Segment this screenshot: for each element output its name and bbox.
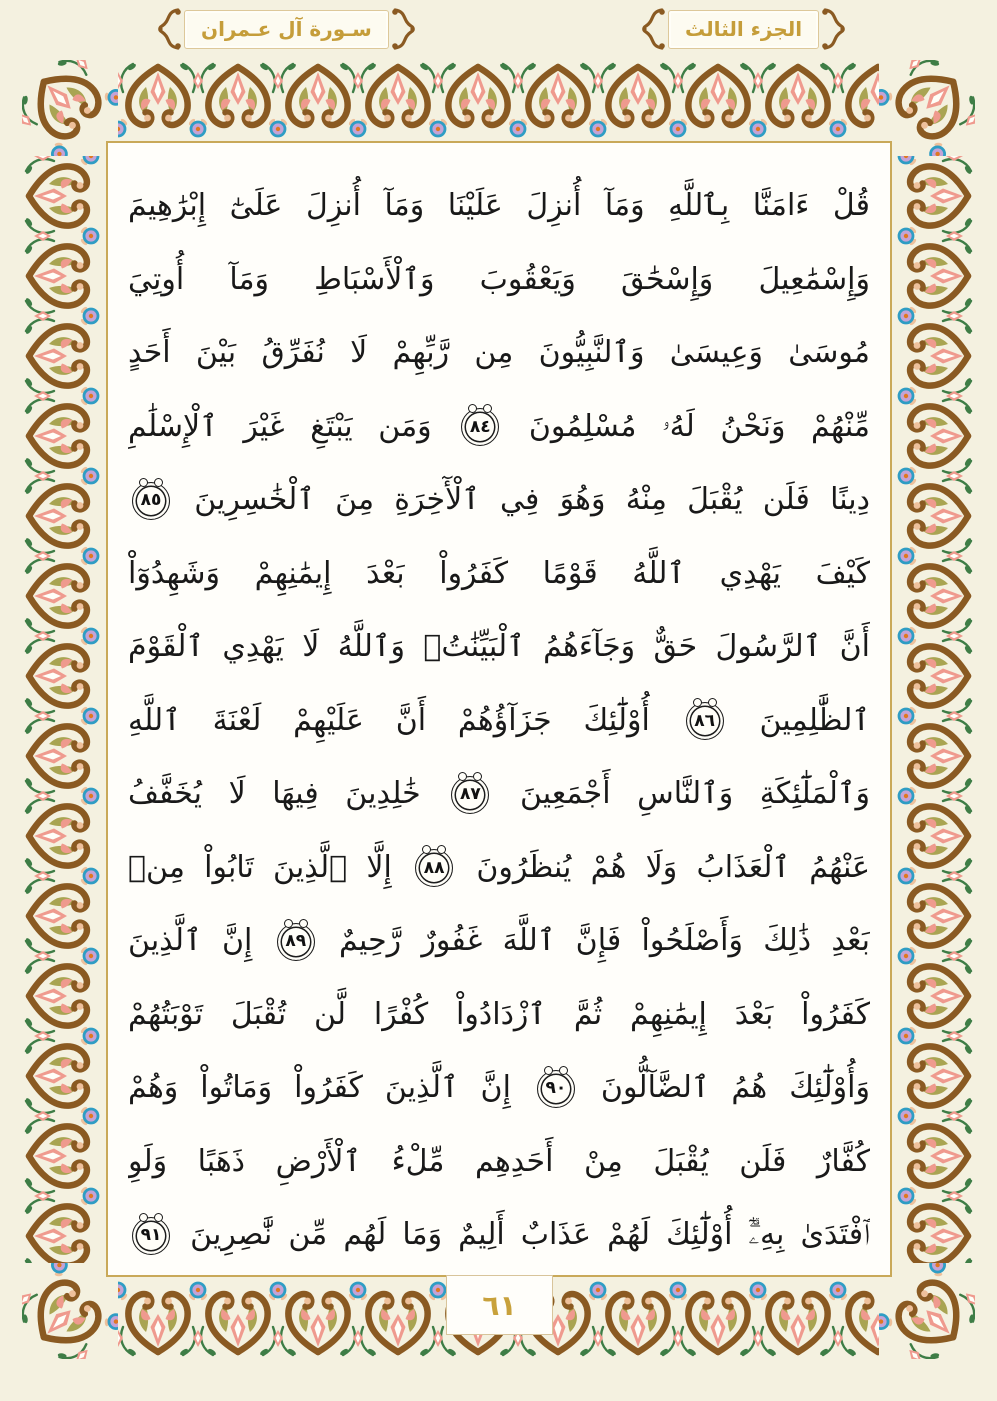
quran-line	[128, 243, 870, 317]
quran-line	[128, 390, 870, 464]
quran-line	[128, 831, 870, 905]
quran-line	[128, 316, 870, 390]
ayah-text: دِينًا فَلَن يُقْبَلَ مِنْهُ وَهُوَ فِي ٱلْأٓخِرَةِ مِنَ ٱلْخَٰسِرِينَ	[194, 482, 870, 517]
page-number-box	[446, 1275, 553, 1335]
page-number: ٦١	[482, 1288, 517, 1322]
text-frame	[106, 141, 892, 1277]
quran-line	[128, 904, 870, 978]
ayah-text: إِنَّ ٱلَّذِينَ	[128, 923, 253, 958]
ayah-number: ٨٨	[423, 857, 445, 878]
cartouche-brace-icon	[642, 7, 666, 51]
quran-line	[128, 169, 870, 243]
quran-line	[128, 1198, 870, 1272]
ayah-end-medallion	[132, 482, 170, 520]
quran-line	[128, 537, 870, 611]
quran-text	[108, 143, 890, 1272]
ayah-text: عَنْهُمُ ٱلْعَذَابُ وَلَا هُمْ يُنظَرُونَ	[476, 849, 870, 885]
surah-title: سـورة آل عـمران	[201, 17, 372, 41]
quran-line	[128, 684, 870, 758]
ayah-text: وَإِسْمَٰعِيلَ وَإِسْحَٰقَ وَيَعْقُوبَ وَٱلْأَسْبَاطِ وَمَآ أُوتِيَ	[128, 261, 870, 297]
ayah-number: ٨٦	[694, 710, 716, 731]
ayah-number: ٨٥	[140, 490, 162, 510]
ayah-text: وَٱلْمَلَٰٓئِكَةِ وَٱلنَّاسِ أَجْمَعِينَ	[519, 776, 870, 811]
juz-title-cartouche	[642, 8, 845, 50]
ayah-text: إِلَّا ٱلَّذِينَ تَابُواْ مِنۢ	[128, 849, 392, 885]
ayah-end-medallion	[415, 849, 453, 887]
cartouche-brace-icon	[391, 7, 415, 51]
ornament-corner-top-left	[22, 60, 118, 156]
ayah-number: ٨٧	[459, 784, 481, 804]
ayah-text: ٱلظَّٰلِمِينَ	[759, 702, 870, 738]
quran-line	[128, 757, 870, 831]
ornament-border-left	[22, 156, 104, 1263]
ornament-corner-bottom-left	[22, 1263, 118, 1359]
ayah-text: مُوسَىٰ وَعِيسَىٰ وَٱلنَّبِيُّونَ مِن رَّبِّهِمْ لَا نُفَرِّقُ بَيْنَ أَحَدٍ	[128, 335, 870, 370]
ayah-text: ٱفْتَدَىٰ بِهِۦٓۗ أُوْلَٰٓئِكَ لَهُمْ عَذَابٌ أَلِيمٌ وَمَا لَهُم مِّن نَّٰصِرِينَ	[190, 1217, 870, 1252]
ornament-border-right	[893, 156, 975, 1263]
quran-line	[128, 978, 870, 1052]
ayah-text: أُوْلَٰٓئِكَ جَزَآؤُهُمْ أَنَّ عَلَيْهِمْ لَعْنَةَ ٱللَّهِ	[128, 702, 650, 738]
ornament-corner-top-right	[879, 60, 975, 156]
ayah-end-medallion	[132, 1217, 170, 1255]
quran-line	[128, 463, 870, 537]
ayah-end-medallion	[451, 776, 489, 814]
ayah-text: وَمَن يَبْتَغِ غَيْرَ ٱلْإِسْلَٰمِ	[128, 408, 432, 444]
ayah-end-medallion	[277, 923, 315, 961]
ornament-border-top	[118, 60, 879, 142]
quran-line	[128, 1125, 870, 1199]
cartouche-brace-icon	[158, 7, 182, 51]
ayah-number: ٨٤	[469, 416, 491, 437]
ayah-end-medallion	[537, 1070, 575, 1108]
ayah-text: وَأُوْلَٰٓئِكَ هُمُ ٱلضَّآلُّونَ	[600, 1070, 870, 1105]
ayah-text: قُلْ ءَامَنَّا بِٱللَّهِ وَمَآ أُنزِلَ عَلَيْنَا وَمَآ أُنزِلَ عَلَىٰٓ إِبْرَٰهِيمَ	[128, 188, 870, 223]
ayah-text: مِّنْهُمْ وَنَحْنُ لَهُۥ مُسْلِمُونَ	[528, 408, 870, 444]
ayah-text: خَٰلِدِينَ فِيهَا لَا يُخَفَّفُ	[128, 776, 421, 811]
ayah-text: إِنَّ ٱلَّذِينَ كَفَرُواْ وَمَاتُواْ وَهُمْ	[128, 1070, 511, 1105]
ayah-number: ٨٩	[285, 931, 307, 951]
ayah-end-medallion	[686, 702, 724, 740]
ayah-text: كُفَّارٌ فَلَن يُقْبَلَ مِنْ أَحَدِهِم مِّلْءُ ٱلْأَرْضِ ذَهَبًا وَلَوِ	[128, 1143, 870, 1179]
ayah-number: ٩٠	[545, 1078, 567, 1098]
surah-title-cartouche	[158, 8, 415, 50]
quran-line	[128, 1051, 870, 1125]
quran-line	[128, 610, 870, 684]
ayah-text: أَنَّ ٱلرَّسُولَ حَقٌّ وَجَآءَهُمُ ٱلْبَيِّنَٰتُۚ وَٱللَّهُ لَا يَهْدِي ٱلْقَوْمَ	[128, 629, 870, 664]
ayah-number: ٩١	[140, 1225, 162, 1245]
ornament-corner-bottom-right	[879, 1263, 975, 1359]
ayah-text: كَفَرُواْ بَعْدَ إِيمَٰنِهِمْ ثُمَّ ٱزْدَادُواْ كُفْرًا لَّن تُقْبَلَ تَوْبَتُهُمْ	[128, 996, 870, 1032]
cartouche-brace-icon	[821, 7, 845, 51]
ayah-text: كَيْفَ يَهْدِي ٱللَّهُ قَوْمًا كَفَرُواْ بَعْدَ إِيمَٰنِهِمْ وَشَهِدُوٓاْ	[128, 555, 870, 591]
ayah-end-medallion	[461, 408, 499, 446]
ayah-text: بَعْدِ ذَٰلِكَ وَأَصْلَحُواْ فَإِنَّ ٱللَّهَ غَفُورٌ رَّحِيمٌ	[339, 923, 870, 958]
juz-title: الجزء الثالث	[685, 17, 803, 41]
juz-title-box	[668, 10, 819, 49]
surah-title-box	[184, 10, 389, 49]
